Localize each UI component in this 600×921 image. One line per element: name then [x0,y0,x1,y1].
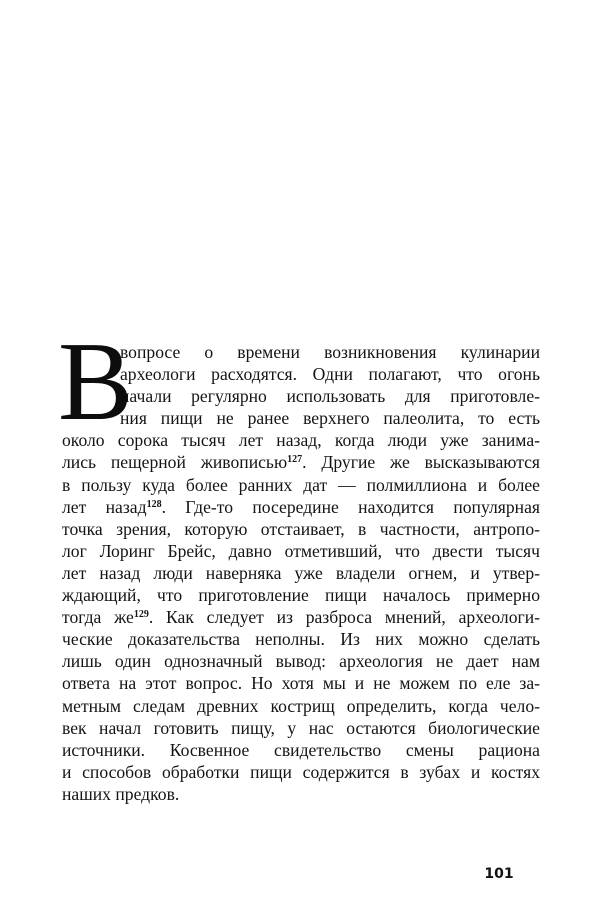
text-segment: . Другие же высказываются [302,452,540,473]
text-line: вопросе о времени возникновения кулинарии [120,342,540,362]
drop-cap: В [58,320,133,444]
text-segment: . Как следует из разброса мнений, археологи- [148,607,540,628]
footnote-ref-128[interactable]: 128 [146,498,162,510]
text-line: ния пищи не ранее верхнего палеолита, то есть [120,408,540,429]
footnote-ref-127[interactable]: 127 [287,454,303,466]
text-line: источники. Косвенное свидетельство смены рациона [62,739,540,760]
footnote-ref-129[interactable]: 129 [133,609,149,621]
text-line: лог Лоринг Брейс, давно отметивший, что двести тысяч [62,540,540,561]
text-line [62,496,540,518]
text-segment: лись пещерной живописью [62,452,288,473]
text-line: лишь один однозначный вывод: археология не дает нам [62,651,540,672]
page-number: 101 [484,866,514,882]
text-line [62,451,540,473]
text-line: начали регулярно использовать для приготовле- [120,386,540,407]
text-line: точка зрения, которую отстаивает, в частности, антропо- [62,518,540,539]
text-segment: лет назад [62,496,147,517]
text-line [62,606,540,628]
text-line: ждающий, что приготовление пищи началось примерно [62,585,540,606]
text-line: ческие доказательства неполны. Из них можно сделать [62,629,540,650]
body-paragraph [58,320,540,805]
text-line: ответа на этот вопрос. Но хотя мы и не можем по еле за- [62,673,540,694]
text-line: лет назад люди наверняка уже владели огнем, и утвер- [62,562,540,583]
text-segment: тогда же [62,607,134,628]
text-line: в пользу куда более ранних дат — полмиллиона и более [62,474,540,495]
text-line: и способов обработки пищи содержится в зубах и костях [62,761,540,782]
text-line: метным следам древних кострищ определить, когда чело- [62,695,540,716]
text-line: век начал готовить пищу, у нас остаются биологические [62,717,540,738]
text-line: археологи расходятся. Одни полагают, что огонь [120,364,540,385]
text-segment: . Где-то посередине находится популярная [161,496,540,517]
text-line: около сорока тысяч лет назад, когда люди уже занима- [62,430,540,451]
text-line: наших предков. [62,783,180,804]
